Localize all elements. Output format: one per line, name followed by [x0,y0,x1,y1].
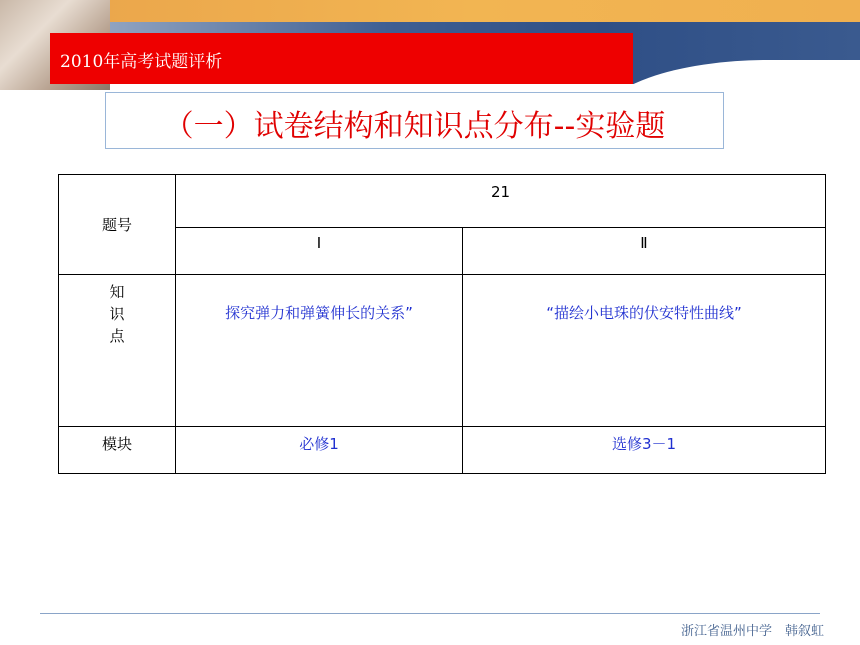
module-2: 选修3－1 [611,435,677,453]
footer-divider [40,613,820,614]
slide-title: （一）试卷结构和知识点分布--实验题 [163,109,666,144]
knowledge-label-cell [59,275,176,427]
module-label: 模块 [101,435,132,453]
question-number-label-cell [59,175,176,275]
banner-text: 2010年高考试题评析 [60,52,223,72]
part-1-cell [176,227,463,274]
knowledge-2-cell [463,275,826,427]
exam-structure-table [58,174,826,474]
knowledge-2: “描绘小电珠的伏安特性曲线” [546,304,742,322]
question-number-cell [176,175,826,228]
footer-author: 浙江省温州中学 韩叙虹 [680,624,824,639]
module-2-cell [463,427,826,474]
knowledge-label-char: 知 [109,283,125,301]
module-1: 必修1 [299,435,339,453]
knowledge-label-char: 识 [109,305,125,323]
module-label-cell [59,427,176,474]
part-2-label: Ⅱ [640,233,648,252]
knowledge-label-char: 点 [109,327,125,345]
question-number: 21 [490,183,511,201]
table-row [59,427,826,474]
slide-title-box [105,92,724,149]
part-2-cell [463,227,826,274]
knowledge-1-cell [176,275,463,427]
question-number-label: 题号 [101,216,132,234]
module-1-cell [176,427,463,474]
knowledge-1: 探究弹力和弹簧伸长的关系” [225,304,413,322]
table-row [59,175,826,228]
part-1-label: Ⅰ [316,233,322,252]
header-banner [50,33,633,84]
header-orange-band [0,0,860,22]
table-row [59,275,826,427]
